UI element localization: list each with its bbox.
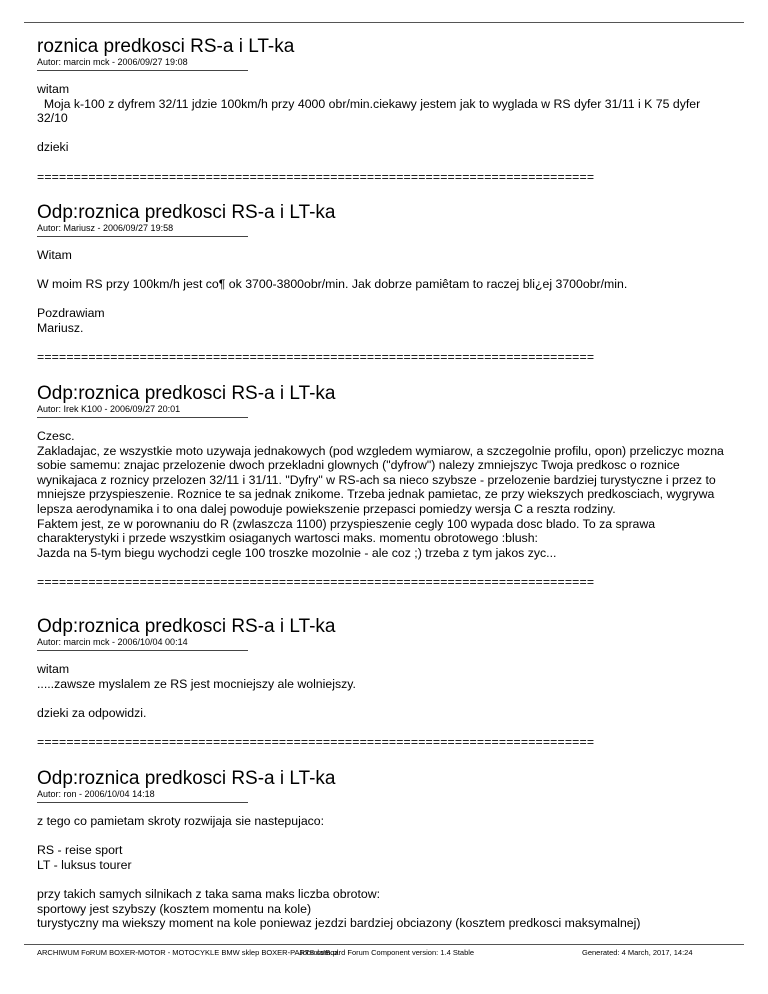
post-text-line: witam (37, 82, 70, 96)
post-separator: ============================================================================ (37, 734, 595, 749)
post-author-meta: Autor: Irek K100 - 2006/09/27 20:01 (37, 404, 181, 414)
post-author-meta: Autor: marcin mck - 2006/10/04 00:14 (37, 637, 188, 647)
post-title: Odp:roznica predkosci RS-a i LT-ka (37, 202, 336, 223)
post-body (37, 248, 727, 364)
post-body (37, 814, 727, 931)
forum-post (37, 384, 727, 589)
post-text-line: Witam (37, 248, 72, 262)
post-separator: ============================================================================ (37, 350, 595, 365)
forum-post (37, 769, 727, 931)
post-text-line: W moim RS przy 100km/h jest co¶ ok 3700-3800obr/min. Jak dobrze pamiêtam to raczej bli¿ej 3700obr/min. (37, 277, 628, 292)
footer-generated-date: Generated: 4 March, 2017, 14:24 (582, 948, 693, 957)
post-text-line: przy takich samych silnikach z taka sama maks liczba obrotow: (37, 886, 381, 901)
post-text-line: Jazda na 5-tym biegu wychodzi cegle 100 troszke mozolnie - ale coz ;) trzeba z tym jakos zyc... (37, 545, 557, 560)
post-text-line: RS - reise sport (37, 843, 123, 858)
post-text-line: Moja k-100 z dyfrem 32/11 jdzie 100km/h przy 4000 obr/min.ciekawy jestem jak to wyglada w RS dyfer 31/11 i K 75 dyfer 32/10 (37, 96, 704, 126)
post-text-line: z tego co pamietam skroty rozwijaja sie nastepujaco: (37, 814, 325, 828)
post-text-line: LT - luksus tourer (37, 857, 132, 872)
post-author-meta: Autor: marcin mck - 2006/09/27 19:08 (37, 57, 188, 67)
forum-post (37, 617, 727, 749)
post-text-line: Faktem jest, ze w porownaniu do R (zwlaszcza 1100) przyspieszenie cegly 100 wypada dosc blado. To za sprawa charakterystyki i przede wszystkim osiaganych wartosci maks. momentu obrotowego :blush: (37, 516, 656, 546)
post-title: Odp:roznica predkosci RS-a i LT-ka (37, 616, 336, 637)
post-body (37, 82, 727, 184)
post-author-meta: Autor: Mariusz - 2006/09/27 19:58 (37, 223, 174, 233)
footer-component-version: Joomla!Board Forum Component version: 1.4 Stable (299, 948, 475, 957)
post-text-line: Czesc. (37, 429, 75, 443)
post-author-meta: Autor: ron - 2006/10/04 14:18 (37, 789, 155, 799)
post-title-underline (37, 417, 248, 418)
post-text-line: .....zawsze myslalem ze RS jest mocniejszy ale wolniejszy. (37, 676, 356, 691)
post-text-line: Zakladajac, ze wszystkie moto uzywaja jednakowych (pod wzgledem wymiarow, a szczegolnie profilu, opon) przeliczyc mozna sobie samemu: znajac przelozenie dwoch przekladni glownych ("dyfrow") nalezy zmniejszyc Twoja predkosc o roznice wynikajaca z roznicy przelozen 32/11 i 31/11. "Dyfry" w RS-ach sa nieco szybsze - przelozenie bardziej turystyczne i przez to mniejsze przyspieszenie. Roznice te sa jednak znikome. Trzeba jednak pamietac, ze przy wiekszych predkosciach, wygrywa lepsza aerodynamika i to ona dalej powoduje powiekszenie przepasci pomiedzy wersja C a reszta rodziny. (37, 443, 724, 516)
post-text-line: dzieki (37, 140, 69, 155)
post-title: roznica predkosci RS-a i LT-ka (37, 36, 295, 57)
post-body (37, 662, 727, 749)
footer-rule (24, 944, 744, 945)
post-title-underline (37, 236, 248, 237)
post-text-line: witam (37, 662, 70, 676)
post-title-underline (37, 650, 248, 651)
post-text-line: turystyczny ma wiekszy moment na kole poniewaz jezdzi bardziej obciazony (kosztem predkosci maksymalnej) (37, 916, 641, 931)
post-text-line: sportowy jest szybszy (kosztem momentu na kole) (37, 901, 312, 916)
forum-post (37, 203, 727, 364)
post-text-line: dzieki za odpowidzi. (37, 705, 147, 720)
post-title: Odp:roznica predkosci RS-a i LT-ka (37, 383, 336, 404)
post-separator: ============================================================================ (37, 169, 595, 184)
post-title-underline (37, 802, 248, 803)
post-text-line: Pozdrawiam (37, 306, 105, 321)
post-body (37, 429, 727, 589)
post-separator: ============================================================================ (37, 574, 595, 589)
post-title-underline (37, 70, 248, 71)
forum-post (37, 37, 727, 184)
post-text-line: Mariusz. (37, 320, 84, 335)
post-title: Odp:roznica predkosci RS-a i LT-ka (37, 768, 336, 789)
footer-site-name: ARCHIWUM FoRUM BOXER-MOTOR - MOTOCYKLE BMW sklep BOXER-PARTS.com.pl (37, 948, 339, 957)
top-rule (24, 22, 744, 23)
